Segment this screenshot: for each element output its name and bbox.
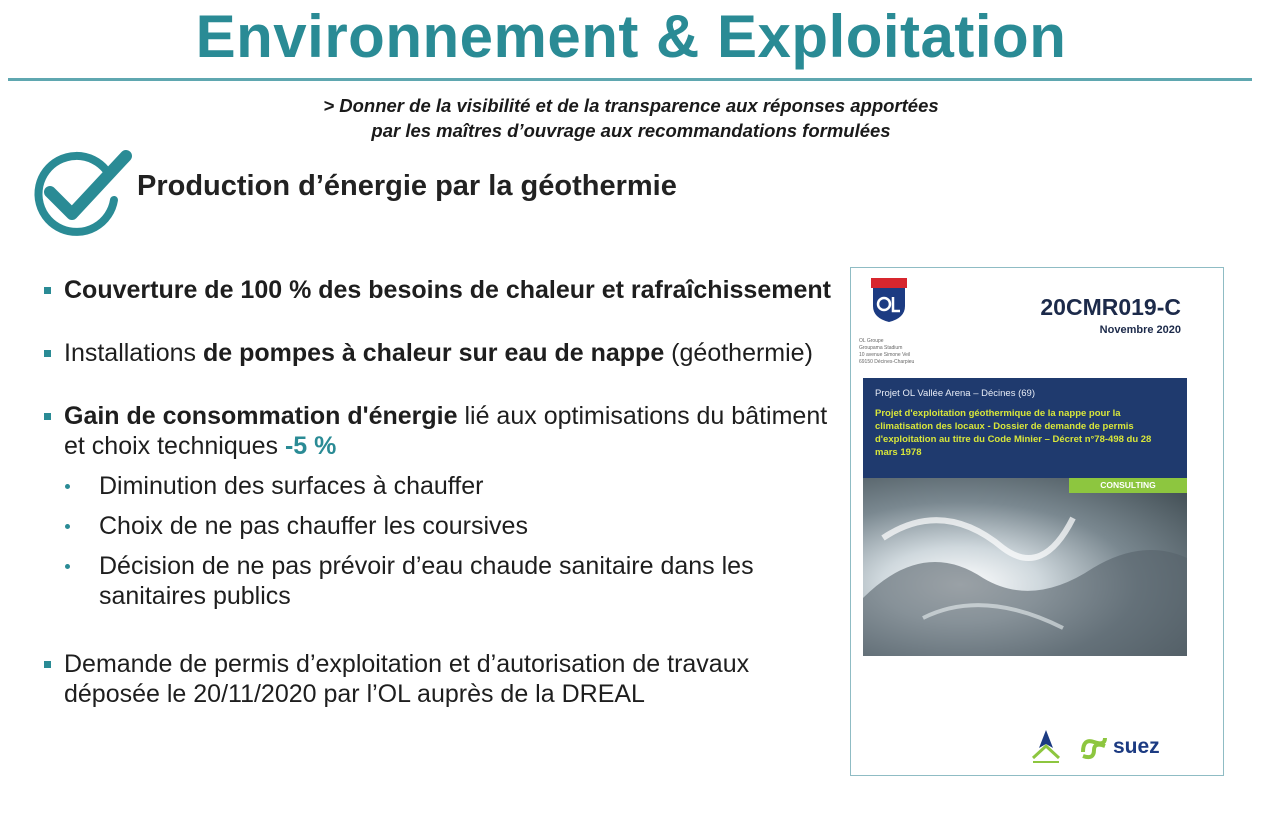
document-address: OL Groupe Groupama Stadium 10 avenue Simone Veil 69150 Décines-Charpieu [859,338,915,365]
water-photo [863,478,1187,656]
document-code: 20CMR019-C [1040,294,1181,320]
document-title-banner [863,378,1187,478]
bullet-heat-pumps: Installations de pompes à chaleur sur eau de nappe (géothermie) [44,338,834,368]
banner-project: Projet OL Vallée Arena – Décines (69) [875,388,1036,399]
page-subtitle [0,93,1262,143]
bullet-permit: Demande de permis d’exploitation et d’autorisation de travaux déposée le 20/11/2020 par l’OL auprès de la DREAL [44,649,834,709]
sub-bullet-corridors: Choix de ne pas chauffer les coursives [44,511,834,541]
checkmark-circle-icon [28,148,134,240]
bullet-square-icon [44,661,51,668]
bullet-square-icon [44,413,51,420]
bullet-energy-gain: Gain de consommation d'énergie lié aux optimisations du bâtiment et choix techniques -5 % [44,401,834,461]
banner-description: Projet d'exploitation géothermique de la nappe pour la climatisation des locaux - Dossier de demande de permis d'exploitation au titre du Code Minier – Décret n°78-498 du 28 mars 1978 [875,408,1152,458]
sub-bullet-surfaces: Diminution des surfaces à chauffer [44,471,834,501]
section-title: Production d’énergie par la géothermie [137,170,677,202]
bullet-coverage: Couverture de 100 % des besoins de chaleur et rafraîchissement [44,275,834,305]
document-thumbnail [850,267,1224,776]
sub-bullet-list [44,471,834,611]
bullet-square-icon [44,350,51,357]
subtitle-line-1: > Donner de la visibilité et de la transparence aux réponses apportées [323,95,939,116]
suez-logo: suez [1079,734,1199,760]
partner-logo-icon [1029,728,1063,766]
consulting-tag: CONSULTING [1069,478,1187,493]
bullet-dot-icon [65,484,70,489]
ol-logo-icon [869,276,909,324]
document-meta [981,664,1151,712]
sub-bullet-hot-water: Décision de ne pas prévoir d’eau chaude sanitaire dans les sanitaires publics [44,551,834,611]
bullet-square-icon [44,287,51,294]
bullet-list [44,275,834,742]
title-divider [8,78,1252,81]
bullet-dot-icon [65,524,70,529]
water-splash-shape [863,478,1187,656]
suez-mark-icon [1079,734,1109,760]
subtitle-line-2: par les maîtres d’ouvrage aux recommandations formulées [371,120,891,141]
document-date: Novembre 2020 [1099,324,1181,336]
page-title: Environnement & Exploitation [195,3,1067,70]
bullet-dot-icon [65,564,70,569]
